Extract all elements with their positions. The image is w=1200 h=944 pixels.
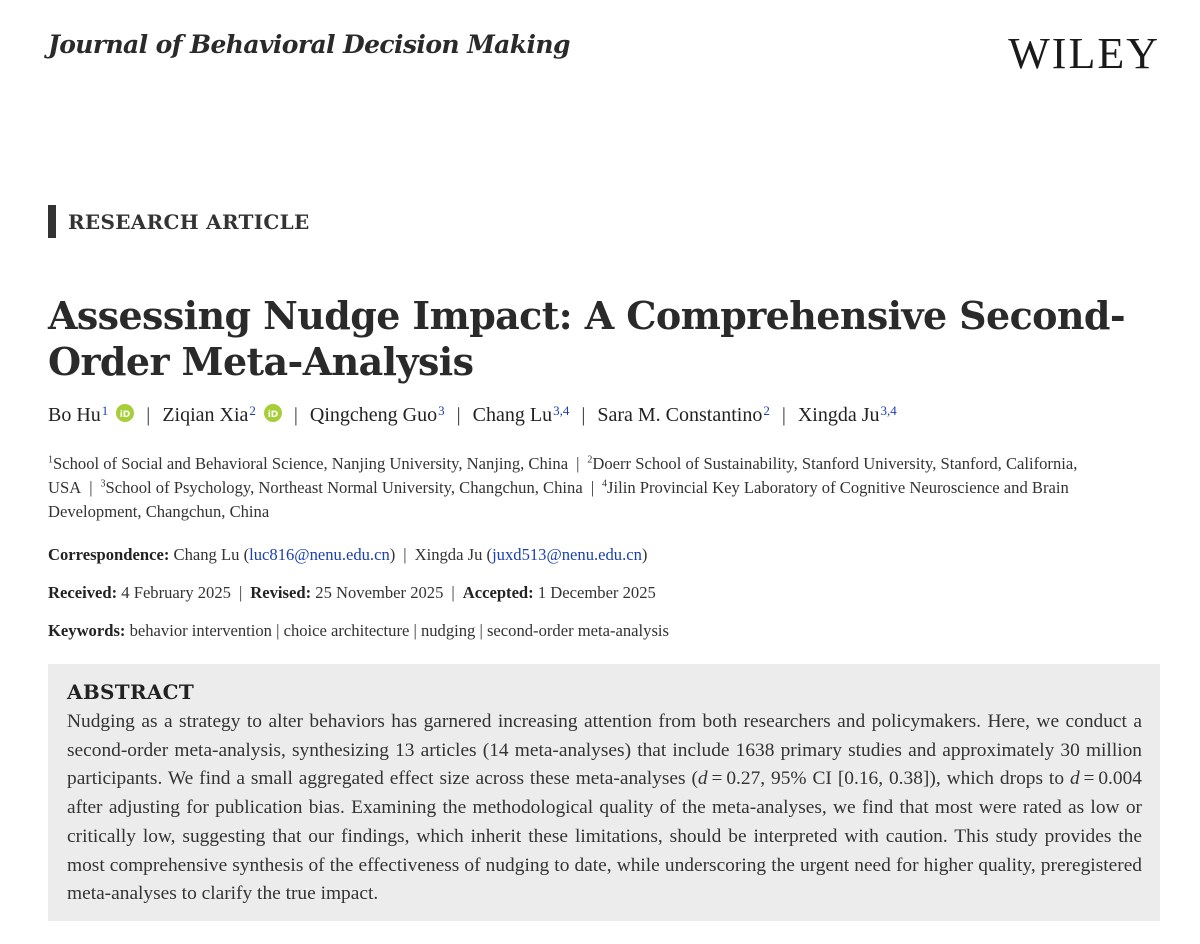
accepted-date: 1 December 2025 bbox=[537, 583, 656, 602]
svg-text:iD: iD bbox=[120, 409, 131, 420]
correspondence-author: Chang Lu bbox=[173, 545, 240, 564]
affil-separator: | bbox=[576, 454, 580, 473]
affil-number: 3 bbox=[100, 478, 106, 490]
affil-number: 2 bbox=[587, 454, 593, 466]
affiliations bbox=[48, 452, 1160, 524]
author-separator: | bbox=[293, 404, 298, 426]
author bbox=[310, 404, 445, 427]
correspondence-author: Xingda Ju bbox=[414, 545, 483, 564]
author-list bbox=[48, 404, 1158, 427]
keywords-label: Keywords: bbox=[48, 621, 126, 640]
author bbox=[48, 404, 134, 427]
accepted-label: Accepted: bbox=[462, 583, 534, 602]
affiliation: School of Social and Behavioral Science, Nanjing University, Nanjing, China bbox=[53, 454, 569, 473]
article-dates bbox=[48, 583, 1160, 603]
journal-name: Journal of Behavioral Decision Making bbox=[48, 30, 570, 59]
author-affil-ref[interactable]: 3,4 bbox=[553, 402, 570, 418]
keywords-list: behavior intervention | choice architecture | nudging | second-order meta-analysis bbox=[129, 621, 669, 640]
svg-text:iD: iD bbox=[267, 409, 279, 420]
correspondence-label: Correspondence: bbox=[48, 545, 170, 564]
author-separator: | bbox=[146, 404, 151, 426]
email-link[interactable]: juxd513@nenu.edu.cn bbox=[492, 545, 642, 564]
author-separator: | bbox=[456, 404, 461, 426]
author-separator: | bbox=[581, 404, 586, 426]
received-label: Received: bbox=[48, 583, 118, 602]
author-name: Sara M. Constantino bbox=[597, 404, 763, 426]
author-affil-ref[interactable]: 2 bbox=[763, 402, 770, 418]
revised-label: Revised: bbox=[250, 583, 312, 602]
author-name: Ziqian Xia bbox=[162, 404, 249, 426]
meta-separator: | bbox=[403, 545, 407, 564]
abstract-text: Nudging as a strategy to alter behaviors has garnered increasing attention from both researchers and policymakers. Here, we conduct a second-order meta-analysis, synthesizing 13 articles (14 meta-analyses) that include 1638 primary studies and approximately 30 million participants. We find a small aggregated effect size across these meta-analyses (d = 0.27, 95% CI [0.16, 0.38]), which drops to d = 0.004 after adjusting for publication bias. Examining the methodological quality of the meta-analyses, we find that most were rated as low or critically low, suggesting that our findings, which inherit these limitations, should be interpreted with caution. This study provides the most comprehensive synthesis of the effectiveness of nudging to date, while underscoring the urgent need for higher quality, preregistered meta-analyses to clarify the true impact. bbox=[67, 711, 1142, 905]
author bbox=[162, 404, 282, 427]
author-affil-ref[interactable]: 1 bbox=[101, 402, 109, 418]
affiliation: Jilin Provincial Key Laboratory of Cognitive Neuroscience and Brain Development, Changchun, China bbox=[48, 478, 1069, 521]
meta-separator: | bbox=[451, 583, 455, 602]
author bbox=[798, 404, 897, 427]
received-date: 4 February 2025 bbox=[121, 583, 231, 602]
affil-number: 1 bbox=[48, 454, 53, 466]
author-separator: | bbox=[781, 404, 786, 426]
author-name: Qingcheng Guo bbox=[309, 404, 438, 426]
abstract-heading: ABSTRACT bbox=[67, 680, 195, 704]
email-link[interactable]: luc816@nenu.edu.cn bbox=[249, 545, 390, 564]
revised-date: 25 November 2025 bbox=[315, 583, 444, 602]
author-affil-ref[interactable]: 3,4 bbox=[880, 402, 897, 418]
affil-separator: | bbox=[89, 478, 93, 497]
article-title: Assessing Nudge Impact: A Comprehensive Second-Order Meta-Analysis bbox=[48, 293, 1126, 384]
meta-separator: | bbox=[238, 583, 243, 602]
section-label: RESEARCH ARTICLE bbox=[48, 205, 310, 238]
author bbox=[597, 404, 770, 427]
abstract-box bbox=[48, 664, 1160, 921]
keywords bbox=[48, 621, 1160, 641]
publisher-logo: WILEY bbox=[1008, 29, 1160, 78]
orcid-icon[interactable] bbox=[116, 404, 134, 422]
author-name: Xingda Ju bbox=[797, 404, 880, 426]
affil-number: 4 bbox=[602, 478, 608, 490]
affil-separator: | bbox=[590, 478, 595, 497]
author-affil-ref[interactable]: 2 bbox=[249, 402, 256, 418]
correspondence: Correspondence: Chang Lu (luc816@nenu.edu.cn) | Xingda Ju (juxd513@nenu.edu.cn) bbox=[48, 545, 648, 564]
affiliation: Doerr School of Sustainability, Stanford University, Stanford, California, USA bbox=[48, 454, 1078, 497]
author-name: Chang Lu bbox=[472, 404, 553, 426]
affiliation: School of Psychology, Northeast Normal University, Changchun, China bbox=[105, 478, 583, 497]
author-affil-ref[interactable]: 3 bbox=[438, 402, 445, 418]
orcid-icon[interactable] bbox=[264, 404, 282, 422]
author-name: Bo Hu bbox=[48, 404, 101, 426]
author bbox=[473, 404, 570, 427]
